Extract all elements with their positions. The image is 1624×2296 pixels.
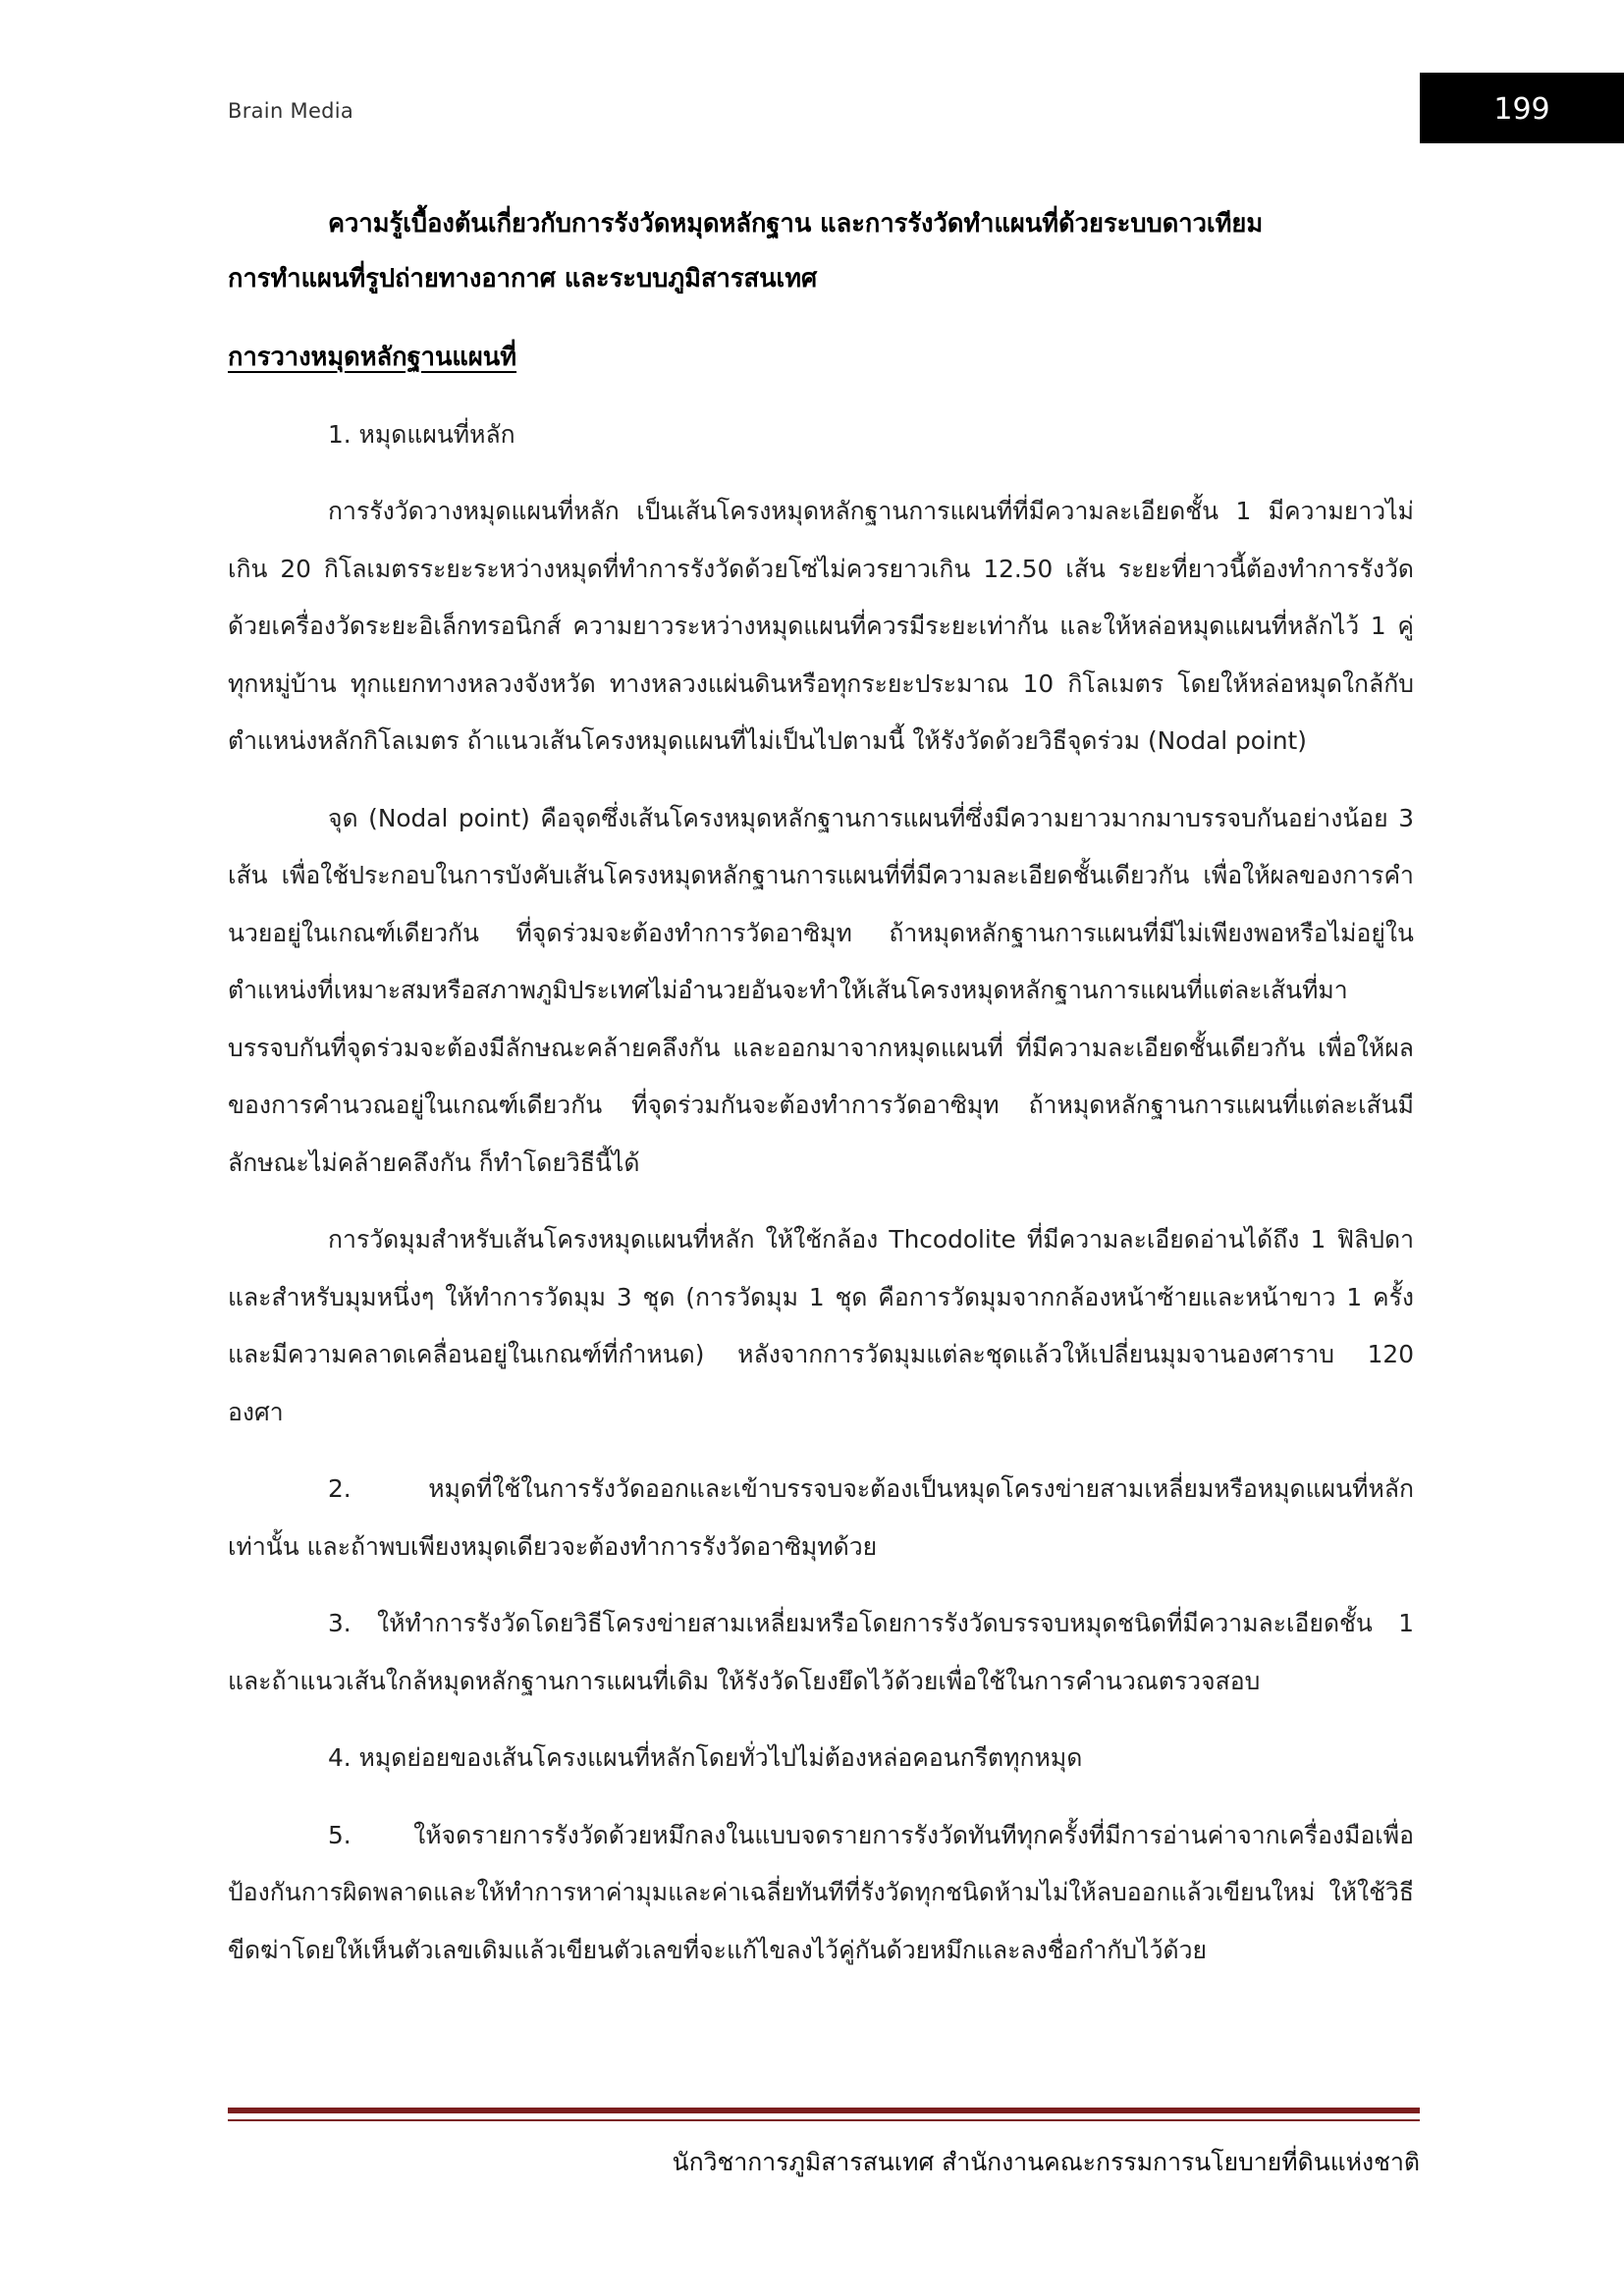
paragraph-3: การวัดมุมสำหรับเส้นโครงหมุดแผนที่หลัก ให้ใช้กล้อง Thcodolite ที่มีความละเอียดอ่านได้ถึง 1 ฟิลิปดาและสำหรับมุมหนึ่งๆ ให้ทำการวัดมุม 3 ชุด (การวัดมุม 1 ชุด คือการวัดมุมจากกล้องหน้าซ้ายและหน้าขาว 1 ครั้งและมีความคลาดเคลื่อนอยู่ในเกณฑ์ที่กำหนด) หลังจากการวัดมุมแต่ละชุดแล้วให้เปลี่ยนมุมจานองศาราบ 120 องศา <box>228 1225 1414 1426</box>
title-line-2: การทำแผนที่รูปถ่ายทางอากาศ และระบบภูมิสารสนเทศ <box>228 264 818 294</box>
paragraph-2: จุด (Nodal point) คือจุดซึ่งเส้นโครงหมุดหลักฐานการแผนที่ซึ่งมีความยาวมากมาบรรจบกันอย่างน้อย 3 เส้น เพื่อใช้ประกอบในการบังคับเส้นโครงหมุดหลักฐานการแผนที่ที่มีความละเอียดชั้นเดียวกัน เพื่อให้ผลของการคำนวยอยู่ในเกณฑ์เดียวกัน ที่จุดร่วมจะต้องทำการวัดอาซิมุท ถ้าหมุดหลักฐานการแผนที่มีไม่เพียงพอหรือไม่อยู่ในตำแหน่งที่เหมาะสมหรือสภาพภูมิประเทศไม่อำนวยอันจะทำให้เส้นโครงหมุดหลักฐานการแผนที่แต่ละเส้นที่มาบรรจบกันที่จุดร่วมจะต้องมีลักษณะคล้ายคลึงกัน และออกมาจากหมุดแผนที่ ที่มีความละเอียดชั้นเดียวกัน เพื่อให้ผลของการคำนวณอยู่ในเกณฑ์เดียวกัน ที่จุดร่วมกันจะต้องทำการวัดอาซิมุท ถ้าหมุดหลักฐานการแผนที่แต่ละเส้นมีลักษณะไม่คล้ายคลึงกัน ก็ทำโดยวิธีนี้ได้ <box>228 803 1414 1177</box>
paragraph-4: 2. หมุดที่ใช้ในการรังวัดออกและเข้าบรรจบจะต้องเป็นหมุดโครงข่ายสามเหลี่ยมหรือหมุดแผนที่หลักเท่านั้น และถ้าพบเพียงหมุดเดียวจะต้องทำการรังวัดอาซิมุทด้วย <box>228 1474 1414 1561</box>
brand-label: Brain Media <box>228 99 354 123</box>
section-heading: การวางหมุดหลักฐานแผนที่ <box>228 343 517 372</box>
paragraph-1: การรังวัดวางหมุดแผนที่หลัก เป็นเส้นโครงหมุดหลักฐานการแผนที่ที่มีความละเอียดชั้น 1 มีความยาวไม่เกิน 20 กิโลเมตรระยะระหว่างหมุดที่ทำการรังวัดด้วยโซ่ไม่ควรยาวเกิน 12.50 เส้น ระยะที่ยาวนี้ต้องทำการรังวัดด้วยเครื่องวัดระยะอิเล็กทรอนิกส์ ความยาวระหว่างหมุดแผนที่ควรมีระยะเท่ากัน และให้หล่อหมุดแผนที่หลักไว้ 1 คู่ ทุกหมู่บ้าน ทุกแยกทางหลวงจังหวัด ทางหลวงแผ่นดินหรือทุกระยะประมาณ 10 กิโลเมตร โดยให้หล่อหมุดใกล้กับตำแหน่งหลักกิโลเมตร ถ้าแนวเส้นโครงหมุดแผนที่ไม่เป็นไปตามนี้ ให้รังวัดด้วยวิธีจุดร่วม (Nodal point) <box>228 497 1414 755</box>
footer-text: นักวิชาการภูมิสารสนเทศ สำนักงานคณะกรรมการนโยบายที่ดินแห่งชาติ <box>672 2148 1420 2176</box>
footer-rule-thin <box>228 2119 1420 2121</box>
page-number: 199 <box>1420 73 1624 143</box>
paragraph-5: 3. ให้ทำการรังวัดโดยวิธีโครงข่ายสามเหลี่ยมหรือโดยการรังวัดบรรจบหมุดชนิดที่มีความละเอียดชั้น 1 และถ้าแนวเส้นใกล้หมุดหลักฐานการแผนที่เดิม ให้รังวัดโยงยึดไว้ด้วยเพื่อใช้ในการคำนวณตรวจสอบ <box>228 1609 1414 1695</box>
document-title <box>228 196 1414 306</box>
paragraph-7: 5. ให้จดรายการรังวัดด้วยหมึกลงในแบบจดรายการรังวัดทันทีทุกครั้งที่มีการอ่านค่าจากเครื่องมือเพื่อป้องกันการผิดพลาดและให้ทำการหาค่ามุมและค่าเฉลี่ยทันทีที่รังวัดทุกชนิดห้ามไม่ให้ลบออกแล้วเขียนใหม่ ให้ใช้วิธีขีดฆ่าโดยให้เห็นตัวเลขเดิมแล้วเขียนตัวเลขที่จะแก้ไขลงไว้คู่กันด้วยหมึกและลงชื่อกำกับไว้ด้วย <box>228 1820 1414 1964</box>
paragraph-6: 4. หมุดย่อยของเส้นโครงแผนที่หลักโดยทั่วไปไม่ต้องหล่อคอนกรีตทุกหมุด <box>328 1743 1083 1772</box>
item-heading-1: 1. หมุดแผนที่หลัก <box>328 420 515 449</box>
title-line-1: ความรู้เบื้องต้นเกี่ยวกับการรังวัดหมุดหลักฐาน และการรังวัดทำแผนที่ด้วยระบบดาวเทียม <box>328 209 1264 239</box>
footer-rule-thick <box>228 2108 1420 2113</box>
page-content <box>228 196 1414 1999</box>
